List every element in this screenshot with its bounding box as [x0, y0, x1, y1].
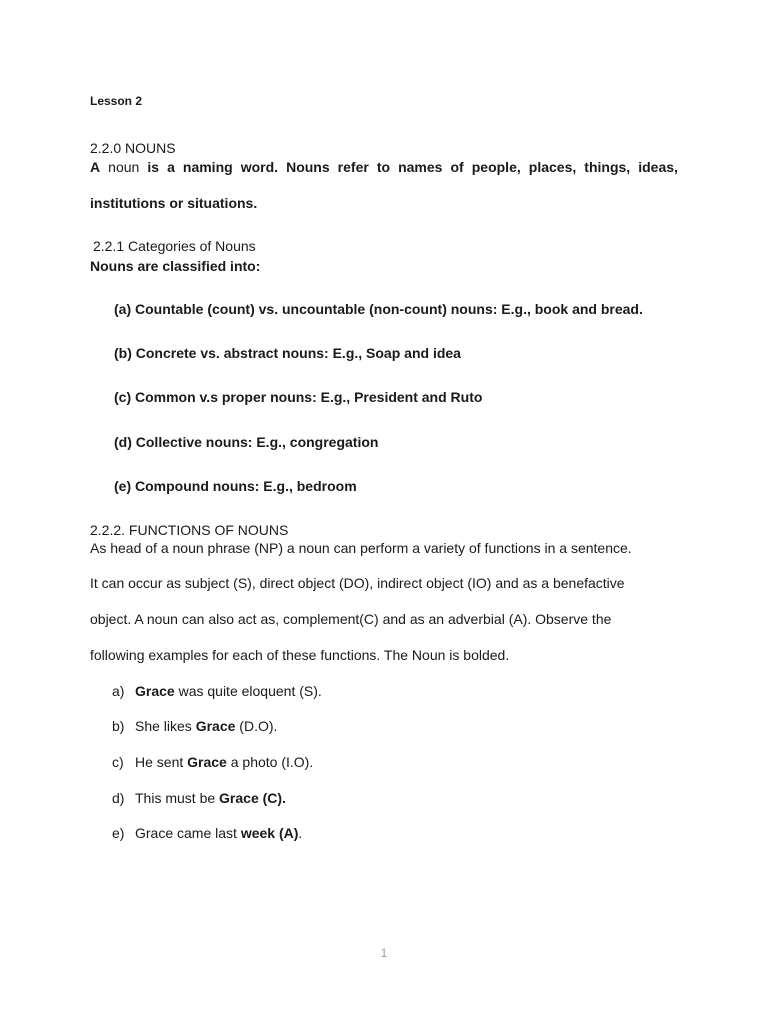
definition-word: Nouns: [286, 159, 330, 175]
functions-paragraph-line: following examples for each of these functions. The Noun is bolded.: [90, 647, 510, 663]
category-item: (c) Common v.s proper nouns: E.g., President and Ruto: [114, 389, 483, 405]
example-bold-noun: week (A): [240, 825, 299, 841]
definition-word: things,: [584, 159, 631, 175]
definition-word: is: [147, 159, 160, 175]
functions-paragraph-line: object. A noun can also act as, complement(C) and as an adverbial (A). Observe the: [90, 611, 612, 627]
category-item: (d) Collective nouns: E.g., congregation: [114, 434, 379, 450]
example-text: (D.O).: [235, 718, 278, 734]
example-text: This must be: [135, 790, 220, 806]
example-marker: b): [112, 718, 125, 734]
category-item: (b) Concrete vs. abstract nouns: E.g., Soap and idea: [114, 345, 461, 361]
lesson-label: Lesson 2: [90, 94, 143, 108]
definition-word: word.: [240, 159, 279, 175]
example-bold-noun: Grace (C).: [219, 790, 286, 806]
category-item: (a) Countable (count) vs. uncountable (non-count) nouns: E.g., book and bread.: [114, 301, 643, 317]
definition-word: people,: [471, 159, 521, 175]
example-text: was quite eloquent (S).: [174, 683, 322, 699]
example-item: [112, 718, 277, 734]
definition-word: names: [398, 159, 443, 175]
example-marker: d): [112, 790, 125, 806]
classified-into-text: Nouns are classified into:: [90, 258, 261, 274]
example-item: [112, 825, 302, 841]
category-item: (e) Compound nouns: E.g., bedroom: [114, 478, 357, 494]
definition-word: naming: [182, 159, 233, 175]
example-item: [112, 790, 286, 806]
categories-heading: 2.2.1 Categories of Nouns: [93, 238, 256, 254]
example-bold-noun: Grace: [195, 718, 236, 734]
noun-definition-line-1: [90, 159, 678, 175]
definition-word: ideas,: [638, 159, 678, 175]
definition-word: refer: [337, 159, 369, 175]
definition-word: A: [90, 159, 101, 175]
example-item: [112, 754, 313, 770]
example-text: She likes: [135, 718, 196, 734]
functions-paragraph-line: As head of a noun phrase (NP) a noun can perform a variety of functions in a sentence.: [90, 540, 632, 556]
functions-paragraph-line: It can occur as subject (S), direct object (DO), indirect object (IO) and as a benefactive: [90, 575, 625, 591]
page-number: 1: [380, 946, 388, 960]
example-text: He sent: [135, 754, 188, 770]
definition-word: to: [376, 159, 391, 175]
example-item: [112, 683, 322, 699]
noun-definition-line-2: institutions or situations.: [90, 195, 258, 211]
definition-word: a: [167, 159, 175, 175]
definition-word-noun: noun: [108, 159, 140, 175]
example-bold-noun: Grace: [187, 754, 227, 770]
example-marker: e): [112, 825, 125, 841]
example-marker: c): [112, 754, 124, 770]
functions-heading: 2.2.2. FUNCTIONS OF NOUNS: [90, 522, 289, 538]
definition-word: places,: [528, 159, 577, 175]
example-bold-noun: Grace: [135, 683, 175, 699]
example-text: a photo (I.O).: [226, 754, 314, 770]
example-text: Grace came last: [135, 825, 241, 841]
example-text: .: [298, 825, 303, 841]
example-marker: a): [112, 683, 125, 699]
nouns-heading: 2.2.0 NOUNS: [90, 140, 176, 156]
definition-word: of: [450, 159, 464, 175]
